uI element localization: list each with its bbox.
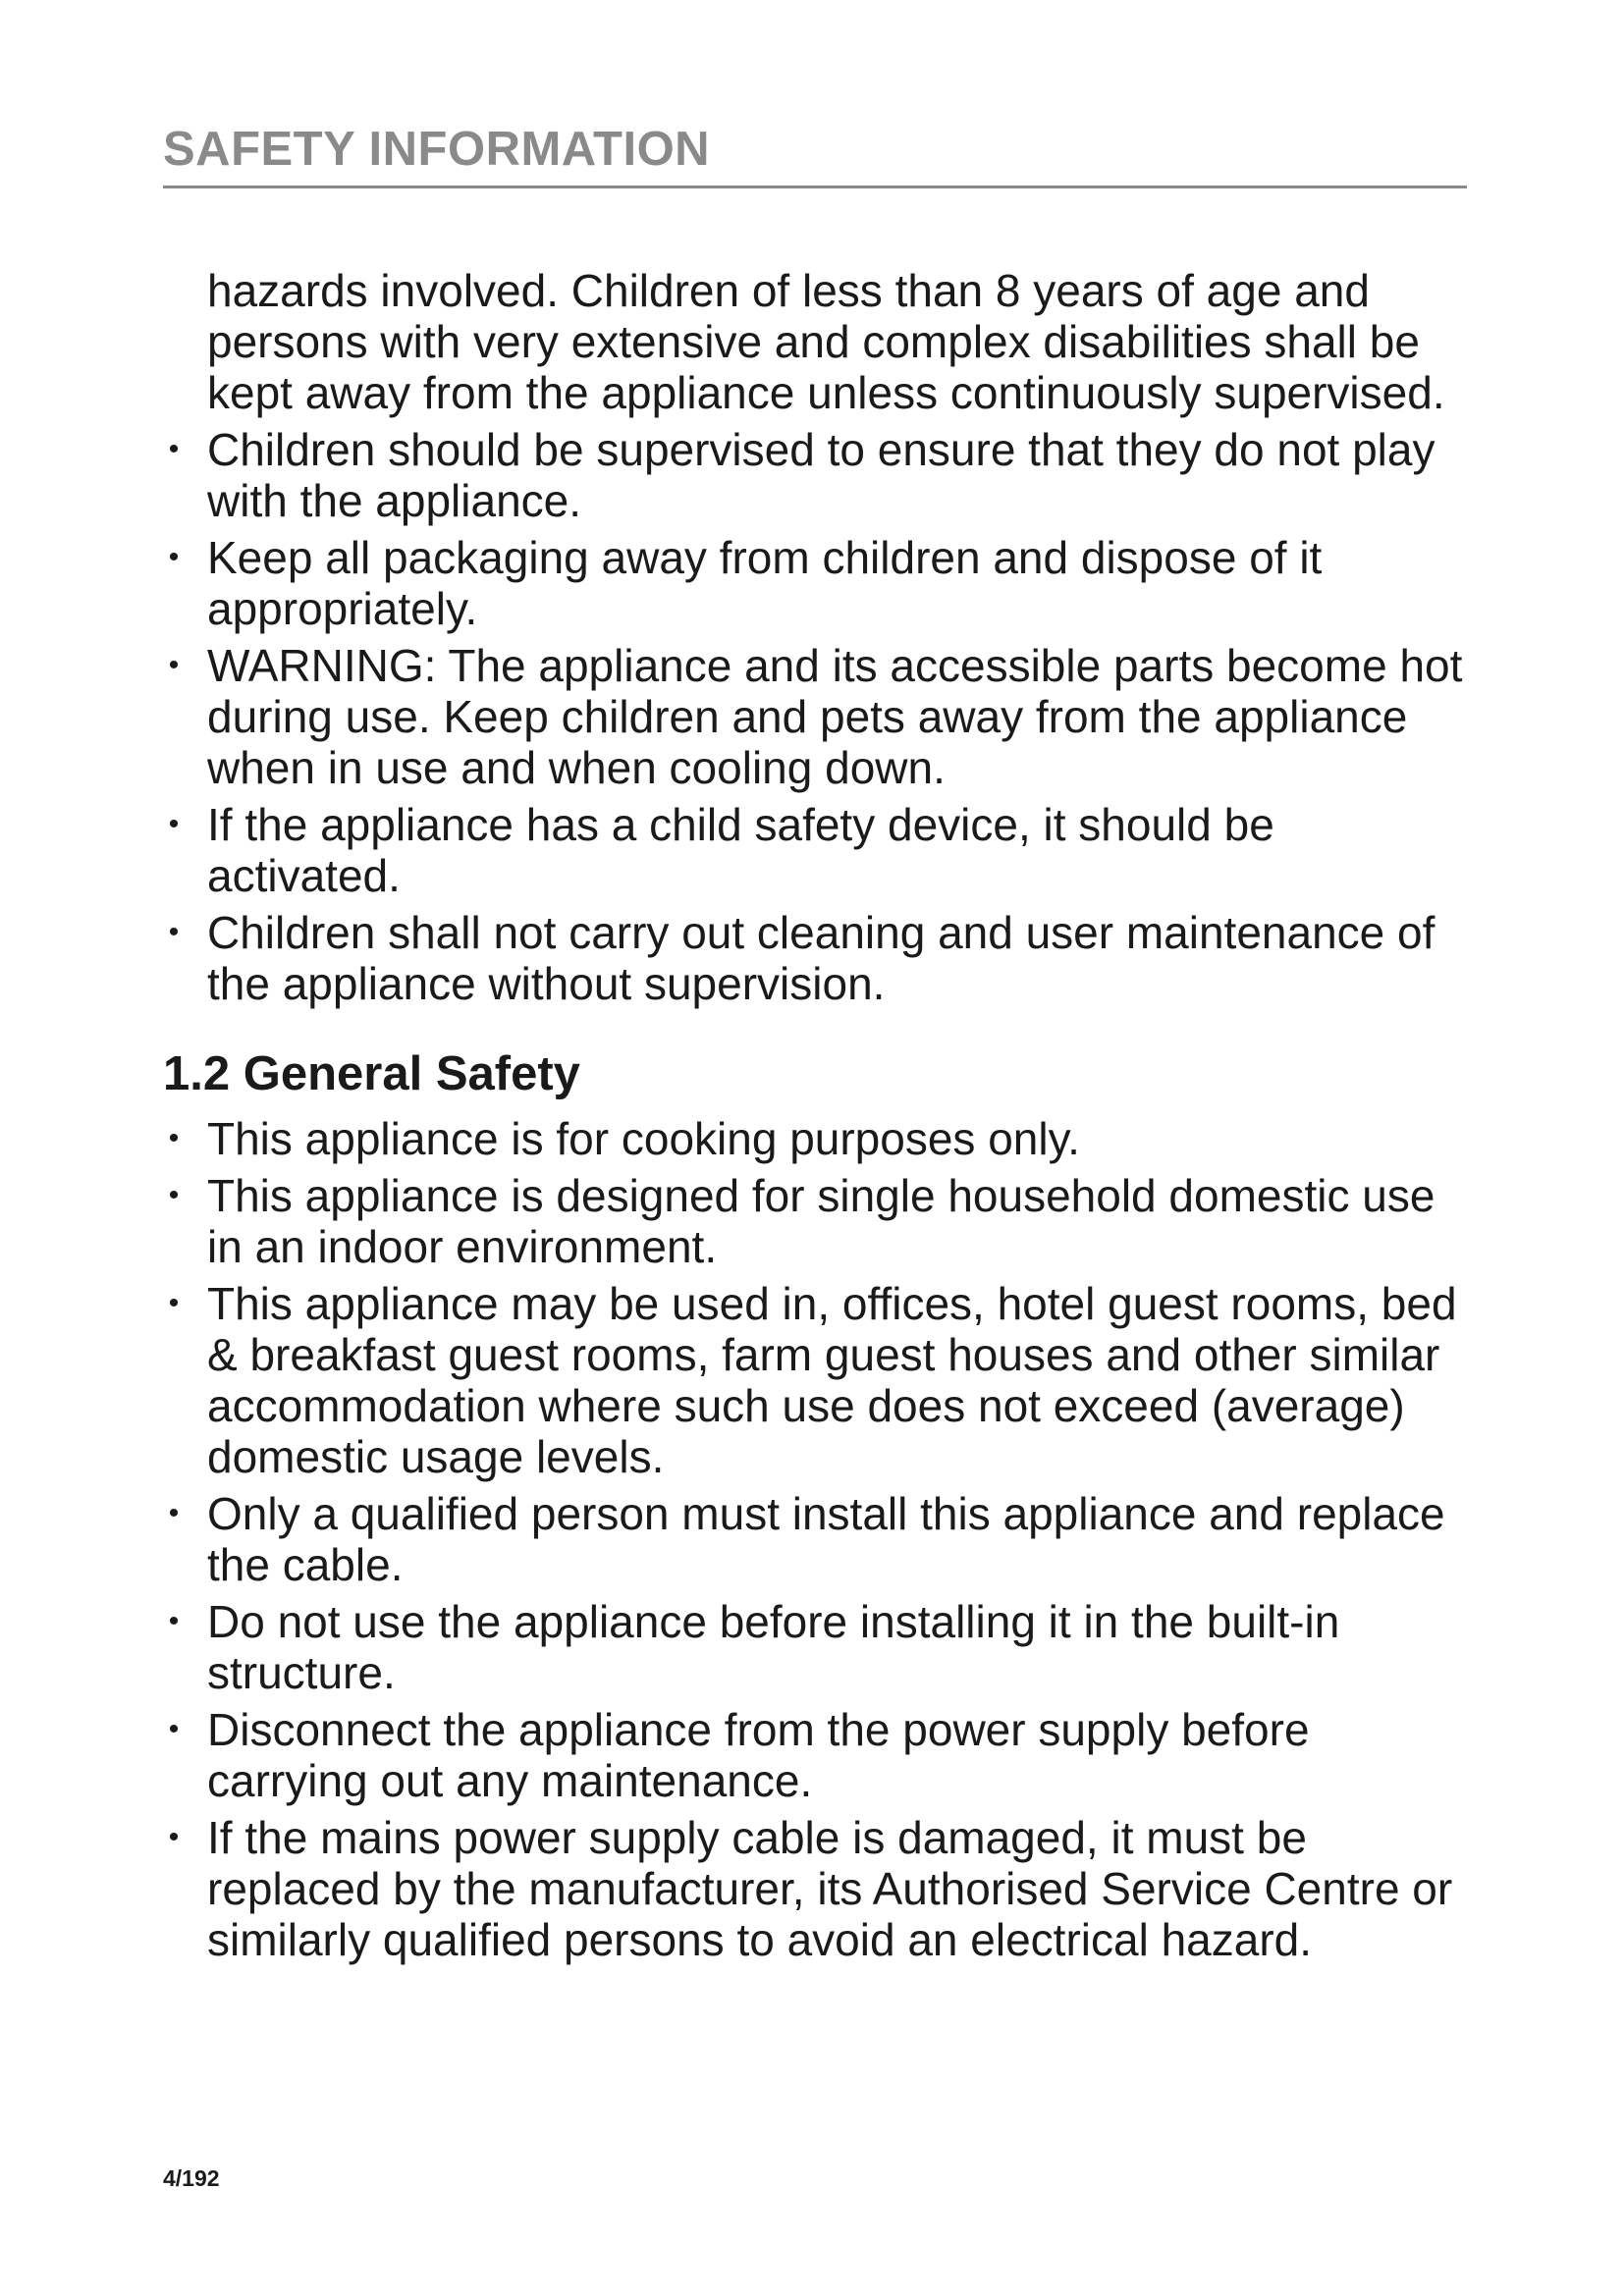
- list-item: [163, 1170, 1479, 1272]
- list-item: [163, 907, 1479, 1009]
- list-item: [163, 1596, 1479, 1698]
- bullet-icon: •: [168, 541, 180, 573]
- bullet-icon: •: [168, 1179, 180, 1211]
- list-item-text: This appliance may be used in, offices, hotel guest rooms, bed & breakfast guest rooms, farm guest houses and other similar accommodation where such use does not exceed (average) domestic usage levels.: [207, 1278, 1457, 1482]
- page-number: 4/192: [163, 2165, 220, 2191]
- list-item-text: WARNING: The appliance and its accessible parts become hot during use. Keep children and pets away from the appliance when in use and when cooling down.: [207, 640, 1463, 793]
- general-safety-list: [163, 1113, 1479, 1965]
- list-item: [163, 1704, 1479, 1806]
- header-divider: [163, 186, 1467, 188]
- bullet-icon: •: [168, 1497, 180, 1529]
- bullet-icon: •: [168, 1605, 180, 1637]
- bullet-icon: •: [168, 916, 180, 948]
- list-item: [163, 640, 1479, 793]
- bullet-icon: •: [168, 433, 180, 465]
- list-item-text: Only a qualified person must install this appliance and replace the cable.: [207, 1488, 1445, 1590]
- list-item-text: Disconnect the appliance from the power supply before carrying out any maintenance.: [207, 1704, 1310, 1806]
- list-item-text: This appliance is designed for single household domestic use in an indoor environment.: [207, 1170, 1435, 1272]
- list-item: [163, 1812, 1479, 1965]
- bullet-icon: •: [168, 808, 180, 840]
- bullet-icon: •: [168, 1821, 180, 1853]
- main-content: [163, 265, 1479, 1971]
- bullet-icon: •: [168, 1122, 180, 1154]
- bullet-icon: •: [168, 1713, 180, 1745]
- header-title: SAFETY INFORMATION: [163, 123, 711, 176]
- bullet-icon: •: [168, 1287, 180, 1319]
- list-item: [163, 424, 1479, 526]
- list-item: [163, 1488, 1479, 1590]
- list-item-text: Keep all packaging away from children and dispose of it appropriately.: [207, 532, 1323, 634]
- continuation-paragraph: hazards involved. Children of less than 8 years of age and persons with very extensive and complex disabilities shall be kept away from the appliance unless continuously supervised.: [207, 265, 1445, 418]
- list-item-text: Children shall not carry out cleaning and user maintenance of the appliance without supervision.: [207, 907, 1435, 1009]
- list-item: [163, 532, 1479, 634]
- list-item: [163, 799, 1479, 901]
- list-item-text: This appliance is for cooking purposes only.: [207, 1113, 1080, 1164]
- section-heading: 1.2 General Safety: [163, 1047, 580, 1100]
- children-safety-list: [163, 424, 1479, 1009]
- list-item-text: Children should be supervised to ensure that they do not play with the appliance.: [207, 424, 1435, 526]
- list-item: [163, 1113, 1479, 1164]
- list-item-text: If the appliance has a child safety device, it should be activated.: [207, 799, 1274, 901]
- page-header: [163, 123, 1467, 188]
- bullet-icon: •: [168, 649, 180, 681]
- list-item-text: Do not use the appliance before installing it in the built-in structure.: [207, 1596, 1340, 1698]
- list-item: [163, 1278, 1479, 1482]
- list-item-text: If the mains power supply cable is damaged, it must be replaced by the manufacturer, its Authorised Service Centre or similarly qualified persons to avoid an electrical hazard.: [207, 1812, 1453, 1965]
